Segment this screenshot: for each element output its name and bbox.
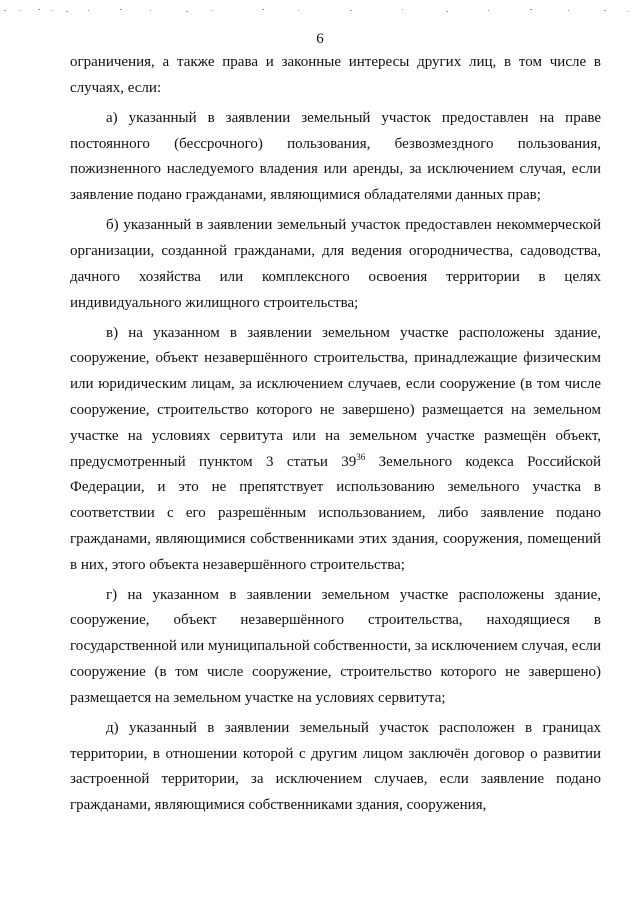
paragraph-item-b: б) указанный в заявлении земельный участок предоставлен некоммерческой организации, созданной гражданами, для ведения огородничества, садоводства, дачного хозяйства или комплексного освоения территории в целях индивидуального жилищного строительства; <box>70 217 601 311</box>
paragraph-item-g: г) на указанном в заявлении земельном участке расположены здание, сооружение, объект незавершённого строительства, находящиеся в государственной или муниципальной собственности, за исключением случая, если сооружение (в том числе сооружение, строительство которого не завершено) размещается на земельном участке на условиях сервитута; <box>70 586 601 706</box>
paragraph-item-a: а) указанный в заявлении земельный участок предоставлен на праве постоянного (бессрочного) пользования, безвозмездного пользования, пожизненного наследуемого владения или аренды, за исключением случая, если заявление подано гражданами, являющимися обладателями данных прав; <box>70 109 601 204</box>
paragraph-item-v-text-before: в) на указанном в заявлении земельном участке расположены здание, сооружение, объект незавершённого строительства, принадлежащие физическим или юридическим лицам, за исключением случаев, если сооружение (в том числе сооружение, строительство которого не завершено) размещается на земельном участке на условиях сервитута или на земельном участке размещён объект, предусмотренный пунктом 3 статьи 39 <box>70 324 601 470</box>
paragraph-item-v-text-after: Земельного кодекса Российской Федерации, и это не препятствует использованию земельного участка в соответствии с его разрешённым использованием, либо заявление подано гражданами, являющимися собственниками этих здания, сооружения, помещений в них, этого объекта незавершённого строительства; <box>70 453 601 573</box>
paragraph-item-d: д) указанный в заявлении земельный участок расположен в границах территории, в отношении которой с другим лицом заключён договор о развитии застроенной территории, за исключением случаев, если заявление подано гражданами, являющимися собственниками здания, сооружения, <box>70 719 601 814</box>
document-body <box>70 50 601 823</box>
paragraph-intro: ограничения, а также права и законные интересы других лиц, в том числе в случаях, если: <box>70 54 601 96</box>
scan-artifact-dots <box>0 0 640 20</box>
paragraph-item-v <box>70 321 601 579</box>
page-number: 6 <box>316 31 324 47</box>
article-superscript: 36 <box>356 451 366 462</box>
